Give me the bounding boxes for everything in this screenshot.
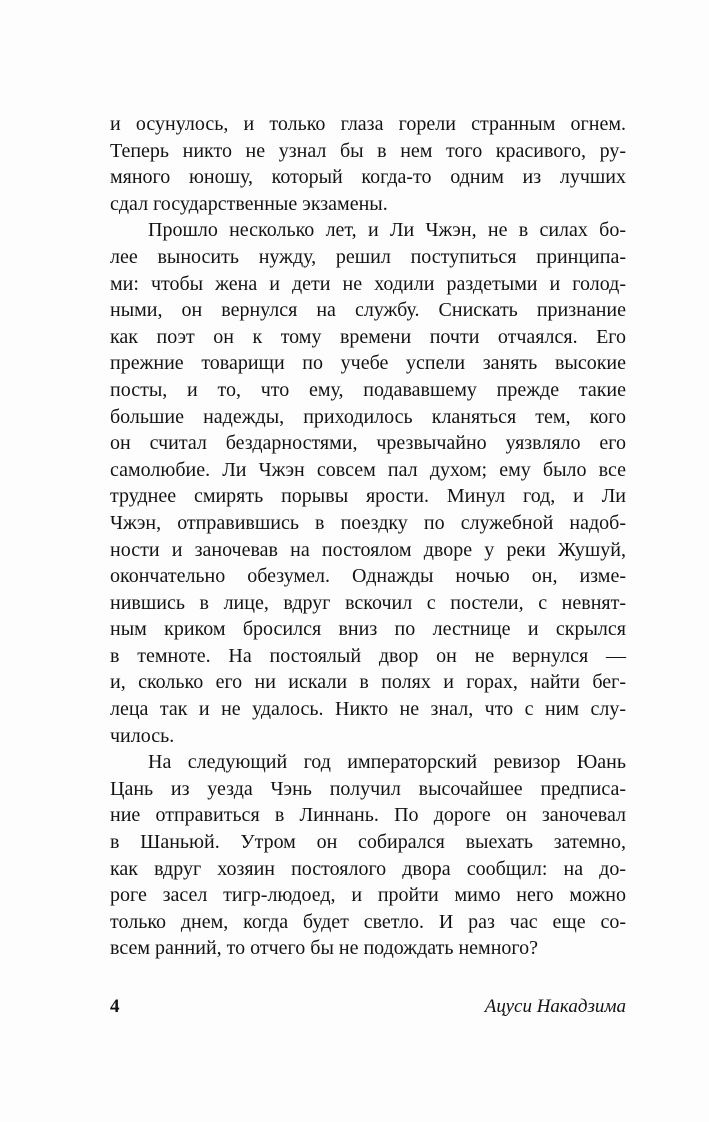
paragraph (110, 111, 626, 217)
text-line: ности и заночевав на постоялом дворе у реки Жушуй, (110, 538, 626, 561)
text-line: большие надежды, приходилось кланяться тем, кого (110, 405, 626, 428)
text-line: Цань из уезда Чэнь получил высочайшее предписа- (110, 777, 626, 800)
text-line: окончательно обезумел. Однажды ночью он, изме- (110, 565, 626, 588)
page-number: 4 (110, 996, 120, 1017)
text-line: сдал государственные экзамены. (110, 192, 388, 215)
page-footer (110, 996, 626, 1018)
text-line: он считал бездарностями, чрезвычайно уязвляло его (110, 432, 626, 455)
text-line: ми: чтобы жена и дети не ходили раздетыми и голод- (110, 272, 626, 295)
text-line: в темноте. На постоялый двор он не вернулся — (110, 644, 626, 667)
text-line: Прошло несколько лет, и Ли Чжэн, не в силах бо- (148, 219, 626, 242)
text-line: Теперь никто не узнал бы в нем того красивого, ру- (110, 139, 626, 162)
text-line: лее выносить нужду, решил поступиться принципа- (110, 245, 626, 268)
paragraph (110, 749, 626, 962)
text-line: и, сколько его ни искали в полях и горах, найти бег- (110, 671, 626, 694)
text-line: только днем, когда будет светло. И раз час еще со- (110, 910, 626, 933)
text-line: посты, и то, что ему, подававшему прежде такие (110, 378, 626, 401)
text-line: ние отправиться в Линнань. По дороге он заночевал (110, 804, 626, 827)
text-line: как вдруг хозяин постоялого двора сообщил: на до- (110, 857, 626, 880)
text-line: ными, он вернулся на службу. Снискать признание (110, 299, 626, 322)
text-line: чилось. (110, 724, 175, 747)
book-text (110, 111, 626, 962)
text-line: труднее смирять порывы ярости. Минул год, и Ли (110, 485, 626, 508)
text-line: мяного юношу, который когда-то одним из лучших (110, 166, 626, 189)
text-line: как поэт он к тому времени почти отчаялся. Его (110, 325, 626, 348)
text-line: роге засел тигр-людоед, и пройти мимо него можно (110, 884, 626, 907)
text-line: прежние товарищи по учебе успели занять высокие (110, 352, 626, 375)
text-line: нившись в лице, вдруг вскочил с постели, с невнят- (110, 591, 626, 614)
text-line: леца так и не удалось. Никто не знал, что с ним слу- (110, 698, 626, 721)
text-line: ным криком бросился вниз по лестнице и скрылся (110, 618, 626, 641)
running-title-author: Ацуси Накадзима (484, 996, 626, 1017)
text-line: самолюбие. Ли Чжэн совсем пал духом; ему было все (110, 458, 626, 481)
text-line: в Шаньюй. Утром он собирался выехать затемно, (110, 831, 626, 854)
text-line: всем ранний, то отчего бы не подождать немного? (110, 937, 538, 960)
text-line: Чжэн, отправившись в поездку по служебной надоб- (110, 511, 626, 534)
paragraph (110, 217, 626, 749)
text-line: и осунулось, и только глаза горели странным огнем. (110, 113, 626, 135)
text-line: На следующий год императорский ревизор Юань (148, 751, 626, 774)
